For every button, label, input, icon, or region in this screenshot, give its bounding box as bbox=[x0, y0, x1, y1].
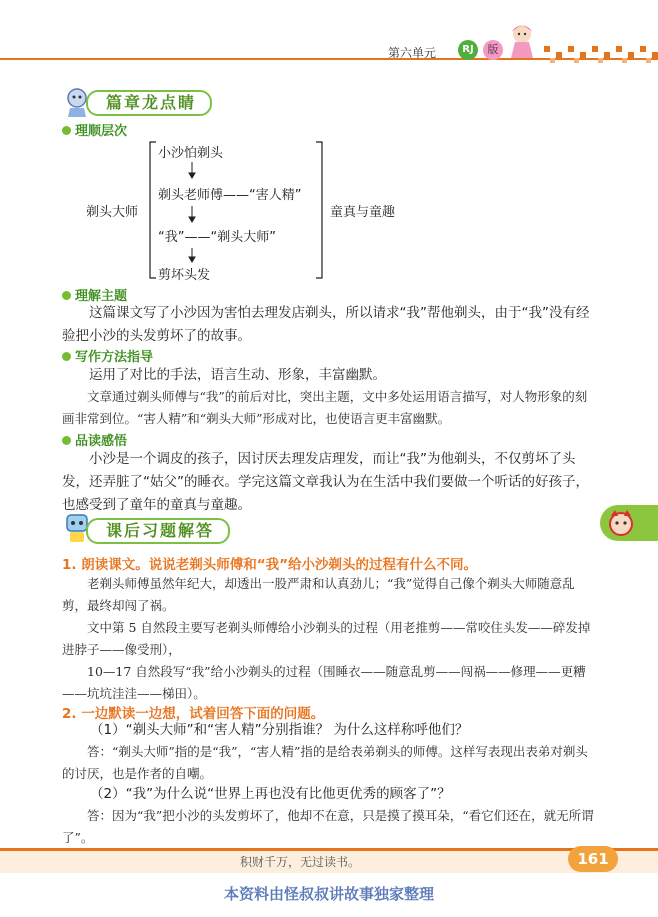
answer-2-2: 答：因为“我”把小沙的头发剪坏了，他却不在意，只是摸了摸耳朵，“看它们还在，就无所谓了”。 bbox=[62, 808, 594, 845]
bullet-dot-icon bbox=[62, 126, 71, 135]
diagram-item: 剪坏头发 bbox=[158, 268, 211, 283]
diagram-brackets bbox=[146, 140, 336, 280]
diagram-right-label: 童真与童趣 bbox=[330, 205, 396, 220]
bullet-dot-icon bbox=[62, 436, 71, 445]
sub-heading-zhuti: 理解主题 bbox=[62, 285, 127, 304]
question-2-1: （1）“剃头大师”和“害人精”分别指谁？ 为什么这样称呼他们？ bbox=[90, 722, 469, 738]
mascot-girl-icon bbox=[505, 22, 539, 60]
method-paragraph-1: 运用了对比的手法，语言生动、形象，丰富幽默。 bbox=[89, 367, 386, 383]
theme-paragraph: 这篇课文写了小沙因为害怕去理发店剃头，所以请求“我”帮他剃头，由于“我”没有经验把小沙的头发剪坏了的故事。 bbox=[62, 305, 590, 344]
answer-1-para-3: 10—17 自然段写“我”给小沙剃头的过程（围睡衣——随意乱剪——闯祸——修理——更糟——坑坑洼洼——梯田）。 bbox=[62, 664, 586, 701]
section-title-pianzhang: 篇章龙点睛 bbox=[86, 90, 212, 116]
page-number: 161 bbox=[568, 846, 618, 872]
sub-heading-pindu: 品读感悟 bbox=[62, 430, 127, 449]
diagram-item: “我”——“剃头大师” bbox=[158, 230, 276, 245]
question-1: 1. 朗读课文。说说老剃头师傅和“我”给小沙剃头的过程有什么不同。 bbox=[62, 557, 477, 573]
diagram-left-label: 剃头大师 bbox=[86, 205, 139, 220]
section-title-kehou: 课后习题解答 bbox=[86, 518, 230, 544]
method-paragraph-2: 文章通过剃头师傅与“我”的前后对比，突出主题，文中多处运用语言描写，对人物形象的刻画非常到位。“害人精”和“剃头大师”形成对比，也使语言更丰富幽默。 bbox=[62, 389, 588, 426]
answer-1-para-1: 老剃头师傅虽然年纪大，却透出一股严肃和认真劲儿；“我”觉得自己像个剃头大师随意乱剪，最终却闯了祸。 bbox=[62, 576, 575, 613]
diagram-item: 小沙怕剃头 bbox=[158, 146, 224, 161]
bullet-dot-icon bbox=[62, 291, 71, 300]
edition-badge-rj: RJ bbox=[458, 40, 478, 60]
answer-2-1: 答：“剃头大师”指的是“我”，“害人精”指的是给表弟剃头的师傅。这样写表现出表弟对剃头的讨厌，也是作者的自嘲。 bbox=[62, 744, 588, 781]
feel-paragraph: 小沙是一个调皮的孩子，因讨厌去理发店理发，而让“我”为他剃头，不仅剪坏了头发，还弄脏了“姑父”的睡衣。学完这篇文章我认为在生活中我们要做一个听话的好孩子，也感受到了童年的童真与童趣。 bbox=[62, 451, 589, 513]
watermark-text: 本资料由怪叔叔讲故事独家整理 bbox=[223, 885, 434, 903]
question-2-2: （2）“我”为什么说“世界上再也没有比他更优秀的顾客了”？ bbox=[90, 786, 451, 802]
diagram-item: 剃头老师傅——“害人精” bbox=[158, 188, 302, 203]
edition-badge-ban: 版 bbox=[483, 40, 503, 60]
bullet-dot-icon bbox=[62, 352, 71, 361]
sub-heading-xiezuo: 写作方法指导 bbox=[62, 346, 153, 365]
answer-1-para-2: 文中第 5 自然段主要写老剃头师傅给小沙剃头的过程（用老推剪——常咬住头发——碎发掉进脖子——像受刑）， bbox=[62, 620, 591, 657]
unit-label: 第六单元 bbox=[388, 46, 437, 60]
footer-motto: 积财千万，无过读书。 bbox=[240, 855, 361, 869]
checker-decoration-icon bbox=[540, 44, 658, 66]
fox-mascot-icon bbox=[606, 508, 636, 538]
question-2: 2. 一边默读一边想，试着回答下面的问题。 bbox=[62, 706, 325, 722]
sub-heading-cengci: 理顺层次 bbox=[62, 120, 127, 139]
